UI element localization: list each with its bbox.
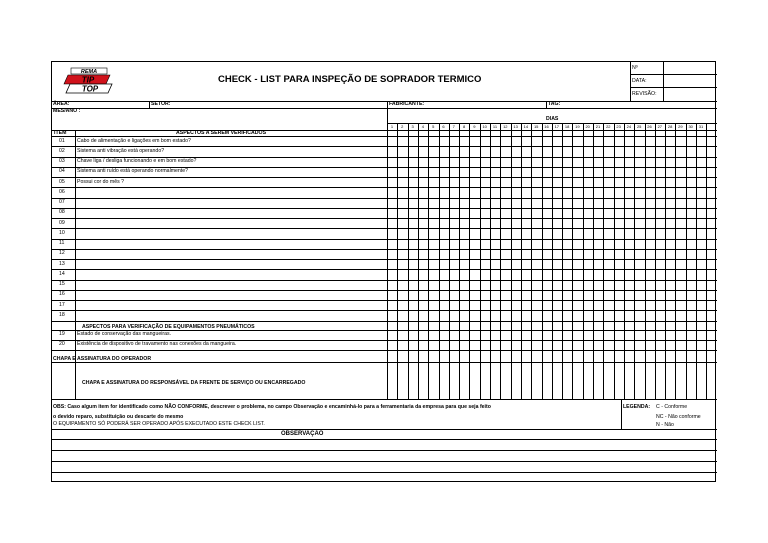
- day-number: 8: [462, 124, 466, 129]
- obs-line-1: OBS: Caso algum item for identificado como NÃO CONFORME, descrever o problema, no campo Observação e encaminhá-lo para a ferramentaria da empresa para que seja feito: [53, 404, 491, 410]
- rema-tip-top-logo: [58, 67, 118, 94]
- day-number: 7: [452, 124, 455, 129]
- day-number: 4: [421, 124, 424, 129]
- day-number: 19: [575, 124, 580, 129]
- day-number: 31: [698, 124, 704, 129]
- item-number: 13: [59, 260, 65, 267]
- item-number: 01: [59, 137, 65, 144]
- day-number: 9: [473, 124, 476, 129]
- day-number: 30: [688, 124, 693, 129]
- item-number: 19: [59, 331, 65, 337]
- operator-signature-label: CHAPA E ASSINATURA DO OPERADOR: [53, 356, 152, 362]
- day-number: 21: [595, 124, 601, 129]
- mes-ano-label: MES/ANO :: [53, 108, 81, 114]
- svg-text:REMA: REMA: [80, 69, 98, 75]
- day-number: 17: [554, 124, 560, 129]
- revisao-label: REVISÃO:: [632, 91, 657, 97]
- item-number: 18: [59, 311, 65, 318]
- item-number: 07: [59, 199, 65, 205]
- legend-label: LEGENDA:: [623, 404, 651, 410]
- logo-graphic: [58, 67, 118, 94]
- obs-line-2: o devido reparo, substituição ou descarte do mesmo: [53, 414, 184, 420]
- item-number: 02: [59, 147, 65, 154]
- day-number: 18: [564, 124, 570, 129]
- item-header: ITEM: [54, 130, 67, 136]
- svg-text:TIP: TIP: [81, 75, 95, 85]
- area-label: ÁREA:: [53, 101, 70, 107]
- dias-label: DIAS: [546, 116, 559, 122]
- day-number: 16: [544, 124, 549, 129]
- aspects-header: ASPECTOS A SEREM VERIFICADOS: [176, 130, 267, 136]
- data-label: DATA:: [632, 78, 647, 84]
- day-number: 2: [401, 124, 404, 129]
- setor-label: SETOR:: [151, 101, 171, 107]
- item-number: 11: [59, 240, 65, 246]
- item-text: Estado de conservação das mangueiras.: [77, 331, 172, 337]
- page-title: CHECK - LIST PARA INSPEÇÃO DE SOPRADOR TERMICO: [218, 74, 482, 85]
- item-number: 15: [59, 281, 65, 287]
- item-text: Cabo de alimentação e ligações em bom estado?: [77, 137, 191, 144]
- numero-label: Nº: [632, 65, 638, 71]
- item-text: Possui cor do mês ?: [77, 178, 124, 185]
- day-number: 5: [432, 124, 435, 129]
- day-number: 6: [442, 124, 445, 129]
- checklist-sheet: [51, 61, 716, 482]
- item-number: 08: [59, 209, 65, 216]
- responsible-signature-label: CHAPA E ASSINATURA DO RESPONSÁVEL DA FRENTE DE SERVIÇO OU ENCARREGADO: [82, 380, 306, 386]
- day-number: 3: [411, 124, 414, 129]
- obs-line-3: O EQUIPAMENTO SÓ PODERÁ SER OPERADO APÓS EXECUTADO ESTE CHECK LIST.: [53, 421, 265, 427]
- day-number: 25: [636, 124, 642, 129]
- day-number: 29: [678, 124, 683, 129]
- item-number: 10: [59, 229, 65, 236]
- item-text: Existência de dispositivo de travamento nas conexões da mangueira.: [77, 341, 237, 348]
- item-text: Sistema anti ruído está operando normalmente?: [77, 168, 189, 175]
- item-text: Sistema anti vibração está operando?: [77, 147, 165, 154]
- legend-n: N - Não: [656, 422, 674, 428]
- item-number: 04: [59, 168, 65, 175]
- day-number: 10: [482, 124, 487, 129]
- legend-c: C - Conforme: [656, 404, 688, 410]
- item-number: 06: [59, 188, 65, 195]
- day-number: 15: [533, 124, 539, 129]
- item-number: 14: [59, 270, 65, 277]
- pneumatic-header: ASPECTOS PARA VERIFICAÇÃO DE EQUIPAMENTOS PNEUMÁTICOS: [82, 324, 255, 330]
- item-text: Chave liga / desliga funcionando e em bom estado?: [77, 158, 197, 164]
- item-number: 20: [59, 341, 65, 348]
- fabricante-label: FABRICANTE:: [389, 101, 425, 107]
- day-number: 24: [626, 124, 632, 129]
- day-number: 20: [585, 124, 590, 129]
- day-number: 27: [657, 124, 663, 129]
- day-number: 23: [616, 124, 621, 129]
- day-number: 26: [647, 124, 652, 129]
- item-number: 03: [59, 158, 65, 164]
- tag-label: TAG:: [548, 101, 561, 107]
- svg-text:TOP: TOP: [81, 84, 99, 94]
- legend-nc: NC - Não conforme: [656, 414, 701, 420]
- day-number: 1: [390, 124, 394, 129]
- day-number: 14: [523, 124, 529, 129]
- day-number: 22: [606, 124, 611, 129]
- item-number: 12: [59, 250, 65, 257]
- item-number: 09: [59, 219, 65, 226]
- item-number: 16: [59, 291, 65, 298]
- item-number: 17: [59, 301, 65, 308]
- item-number: 05: [59, 178, 65, 185]
- day-number: 13: [513, 124, 518, 129]
- day-number: 28: [667, 124, 673, 129]
- observacao-header: OBSERVAÇÃO: [281, 431, 324, 437]
- day-number: 11: [492, 124, 498, 129]
- day-number: 12: [503, 124, 508, 129]
